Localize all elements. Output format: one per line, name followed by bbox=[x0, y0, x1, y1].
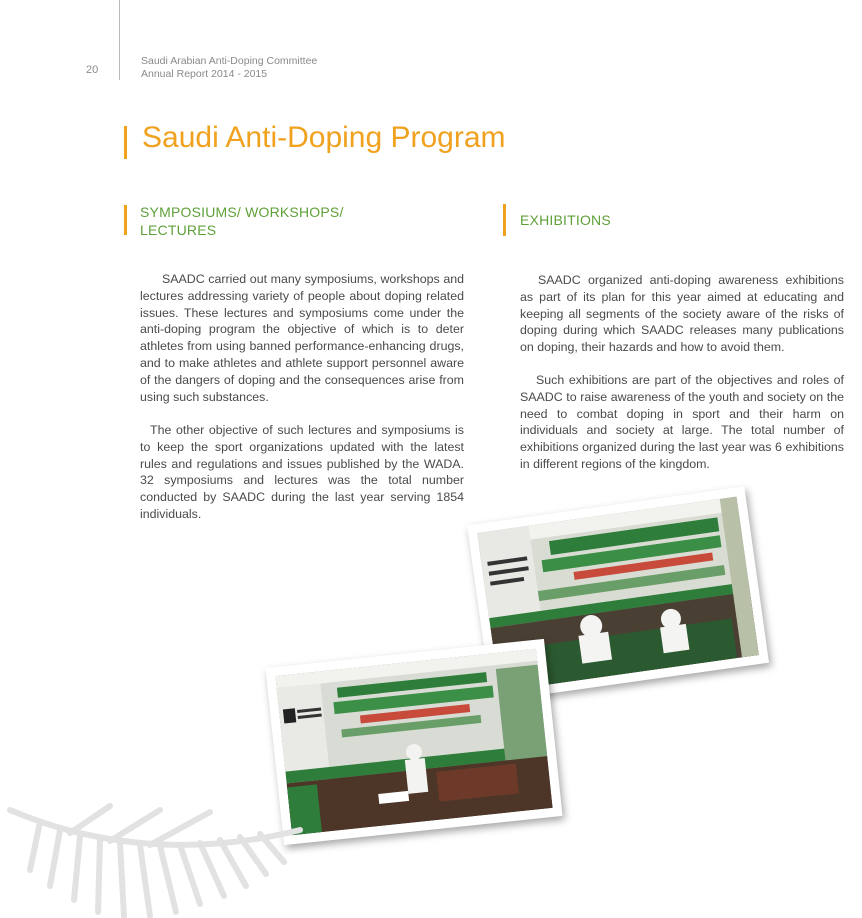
exhibitions-paragraph-1: SAADC organized anti-doping awareness exhibitions as part of its plan for this year aimed at educating and keeping all segments of the society aware of the risks of doping during which SAADC releases many publications on doping, their hazards and how to avoid them. bbox=[520, 273, 844, 355]
header-org-name: Saudi Arabian Anti-Doping Committee bbox=[141, 55, 318, 67]
page-title: Saudi Anti-Doping Program bbox=[142, 121, 506, 154]
header-vertical-rule bbox=[119, 0, 120, 80]
exhibitions-paragraph-2: Such exhibitions are part of the objectives and roles of SAADC to raise awareness of the youth and society on the need to combat doping in sport and their harm on individuals and society at large. The total number of exhibitions organized during the last year was 6 exhibitions in different regions of the kingdom. bbox=[520, 373, 844, 471]
palm-leaf-decoration bbox=[0, 800, 320, 918]
running-header bbox=[141, 55, 317, 81]
header-report-name: Annual Report 2014 - 2015 bbox=[141, 68, 268, 80]
symposiums-paragraph-1: SAADC carried out many symposiums, workshops and lectures addressing variety of people about doping related issues. These lectures and symposiums come under the anti-doping program the objective of which is to deter athletes from using banned performance-enhancing drugs, and to make athletes and athlete support personnel aware of the dangers of doping and the consequences arise from using such substances. bbox=[140, 272, 464, 404]
symposiums-paragraph-2: The other objective of such lectures and symposiums is to keep the sport organizations updated with the latest rules and regulations and issues published by the WADA. 32 symposiums and lectures was the total number conducted by SAADC during the last year serving 1854 individuals. bbox=[140, 423, 464, 521]
symposiums-heading: SYMPOSIUMS/ WORKSHOPS/ LECTURES bbox=[140, 204, 344, 238]
page-number: 20 bbox=[86, 64, 99, 76]
symposiums-accent-bar bbox=[124, 205, 127, 235]
exhibitions-accent-bar bbox=[503, 204, 506, 236]
exhibitions-heading: EXHIBITIONS bbox=[520, 212, 611, 228]
title-accent-bar bbox=[124, 126, 127, 159]
